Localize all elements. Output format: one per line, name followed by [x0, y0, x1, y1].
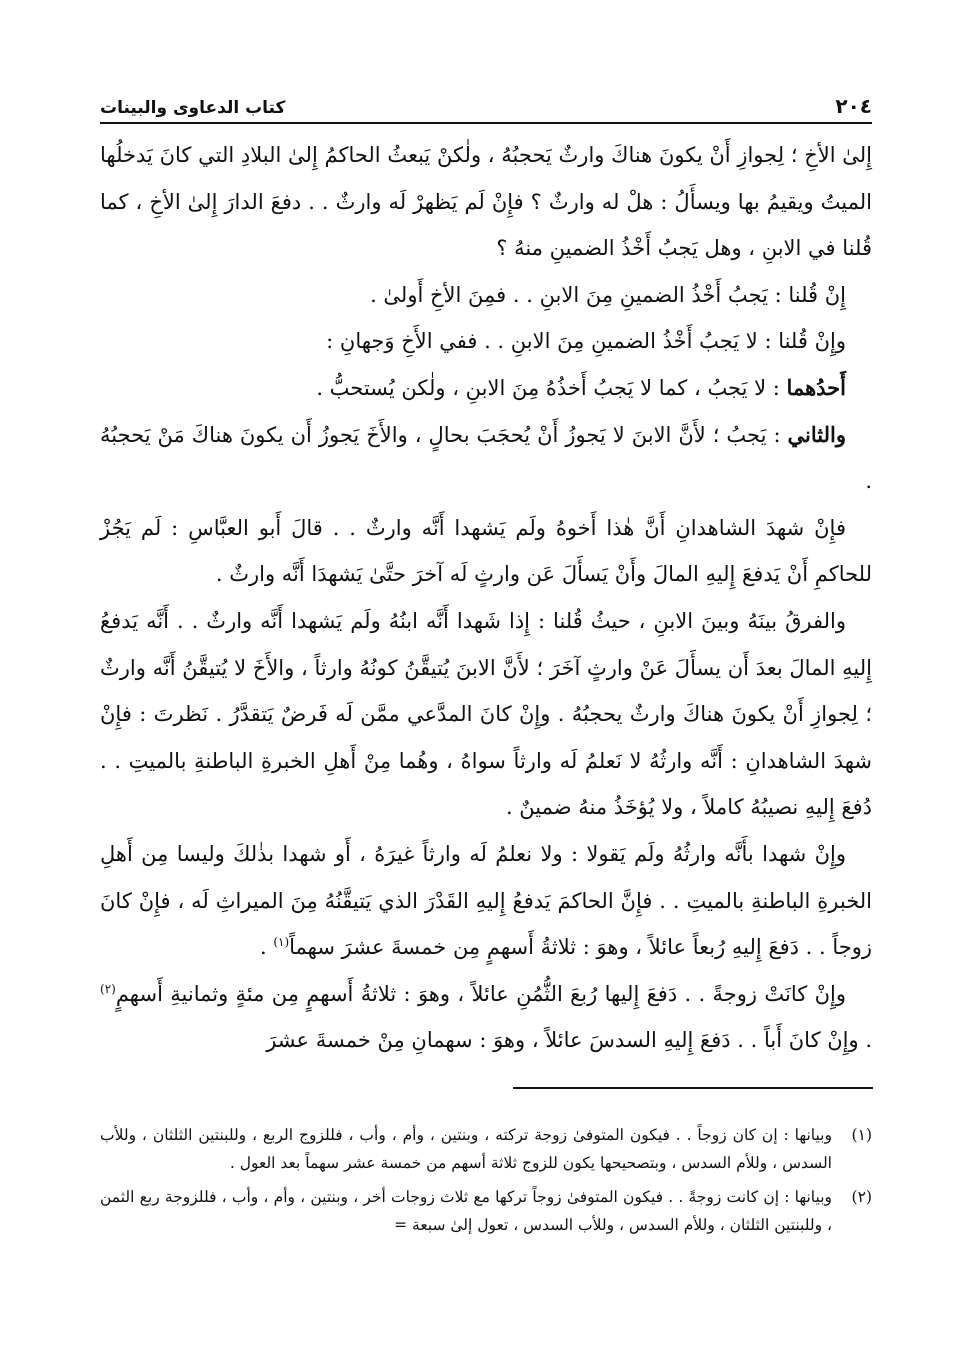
footnote-ref-2[interactable]: (٢) [100, 981, 116, 996]
first-view-lead: أَحدُهما [786, 374, 846, 400]
book-title: كتاب الدعاوى والبينات [100, 98, 286, 118]
paragraph-5 [100, 412, 872, 505]
paragraph-1: إِلىٰ الأخِ ؛ لِجوازِ أَنْ يكونَ هناكَ وارثٌ يَحجبُهُ ، ولٰكنْ يَبعثُ الحاكمُ إِلىٰ البلادِ التي كانَ يَدخلُها الميتُ ويقيمُ بها ويسأَلُ : هلْ له وارثٌ ؟ فإِنْ لَم يَظهرْ لَه وارثٌ . . دفعَ الدارَ إِلىٰ الأخِ ، كما قُلنا في الابنِ ، وهل يَجبُ أَخْذُ الضمينِ منهُ ؟ [100, 143, 872, 261]
footnote-ref-1[interactable]: (١) [273, 935, 290, 950]
paragraph-9 [100, 971, 872, 1064]
footnote-text: وبيانها : إن كان زوجاً . . فيكون المتوفىٰ زوجة تركته ، وبنتين ، وأم ، وأب ، فللزوج الربع ، وللبنتين الثلثان ، وللأب السدس ، وللأم السدس ، وبتصحيحها يكون للزوج ثلاثة أسهم من خمسة عشر سهماً بعد العول . [100, 1126, 832, 1172]
paragraph-9-end: . وإِنْ كانَ أَباً . . دَفعَ إِليهِ السدسَ عائلاً ، وهوَ : سهمانِ مِنْ خمسةَ عشرَ [266, 1028, 872, 1053]
second-view-lead: والثاني [787, 421, 846, 447]
running-header [100, 84, 872, 118]
header-rule [100, 122, 872, 124]
second-view-text: : يَجبُ ؛ لأَنَّ الابنَ لا يَجوزُ أَنْ يُحجَبَ بحالٍ ، والأَخَ يَجوزُ أَن يكونَ هناكَ مَنْ يَحجبُهُ . [100, 422, 872, 494]
paragraph-6: فإِنْ شهدَ الشاهدانِ أَنَّ هٰذا أَخوهُ ولَم يَشهدا أَنَّه وارثٌ . . قالَ أَبو العبَّاسِ : لَم يَجُزْ للحاكمِ أَنْ يَدفعَ إِليهِ المالَ وأَنْ يَسأَلَ عَن وارثٍ لَه آخرَ حتَّىٰ يَشهدَا أَنَّه وارثٌ . [100, 515, 872, 587]
page [100, 84, 872, 1064]
footnote-text: وبيانها : إن كانت زوجةً . . فيكون المتوفىٰ زوجاً تركها مع ثلاث زوجات أخر ، وبنتين ، وأم ، وأب ، فللزوجة ربع الثمن ، وللبنتين الثلثان ، وللأم السدس ، وللأب السدس ، تعول إلىٰ سبعة = [100, 1188, 832, 1234]
page-number: ٢٠٤ [835, 94, 872, 118]
footnote-1 [100, 1121, 872, 1177]
paragraph-2: إِنْ قُلنا : يَجبُ أَخْذُ الضمينِ مِنَ الابنِ . . فمِنَ الأخِ أَولىٰ . [370, 282, 846, 307]
paragraph-9-text: وإِنْ كانَتْ زوجةً . . دَفعَ إِليها رُبعَ الثُّمُنِ عائلاً ، وهوَ : ثلاثةُ أَسهمٍ مِن مئةٍ وثمانيةِ أَسهمٍ [115, 981, 846, 1006]
footnote-number: (٢) [851, 1188, 872, 1206]
main-text [100, 132, 872, 1064]
footnote-separator [513, 1087, 873, 1089]
footnote-2 [100, 1183, 872, 1239]
paragraph-4 [100, 365, 872, 412]
footnotes [100, 1121, 872, 1245]
paragraph-8-text: وإِنْ شهدا بأَنَّه وارثُهُ ولَم يَقولا : ولا نعلمُ لَه وارثاً غيرَهُ ، أَو شهدا بذٰلكَ وليسا مِن أَهلِ الخبرةِ الباطنةِ بالميتِ . . فإِنَّ الحاكمَ يَدفعُ إِليهِ القَدْرَ الذي يَتيقَّنُهُ مِنَ الميراثِ لَه ، فإِنْ كانَ زوجاً . . دَفعَ إِليهِ رُبعاً عائلاً ، وهوَ : ثلاثةُ أَسهمٍ مِن خمسةَ عشرَ سهماً [100, 841, 872, 960]
paragraph-7: والفرقُ بينَهُ وبينَ الابنِ ، حيثُ قُلنا : إِذا شَهدا أَنَّه ابنُهُ ولَم يَشهدا أَنَّه وارثٌ . . أَنَّه يَدفعُ إِليهِ المالَ بعدَ أَن يسأَلَ عَنْ وارثٍ آخَرَ ؛ لأَنَّ الابنَ يُتيقَّنُ كونُهُ وارثاً ، والأَخَ لا يُتيقَّنُ أَنَّه وارثٌ ؛ لِجوازِ أَنْ يكونَ هناكَ وارثٌ يحجبُهُ . وإِنْ كانَ المدَّعي ممَّن لَه فَرضٌ يَتقدَّرُ . نَظرتَ : فإِنْ شهدَ الشاهدانِ : أَنَّه وارثُهُ لا نَعلمُ لَه وارثاً سواهُ ، وهُما مِنْ أَهلِ الخبرةِ الباطنةِ بالميتِ . . دُفعَ إِليهِ نصيبُهُ كاملاً ، ولا يُؤخَذُ منهُ ضمينٌ . [100, 608, 872, 820]
paragraph-8 [100, 831, 872, 971]
first-view-text: : لا يَجبُ ، كما لا يَجبُ أَخذُهُ مِنَ الابنِ ، ولٰكن يُستحبُّ . [316, 375, 787, 400]
footnote-number: (١) [851, 1126, 872, 1144]
paragraph-8-end: . [259, 935, 274, 960]
paragraph-3: وإِنْ قُلنا : لا يَجبُ أَخْذُ الضمينِ مِنَ الابنِ . . ففي الأَخِ وَجهانِ : [326, 329, 846, 354]
